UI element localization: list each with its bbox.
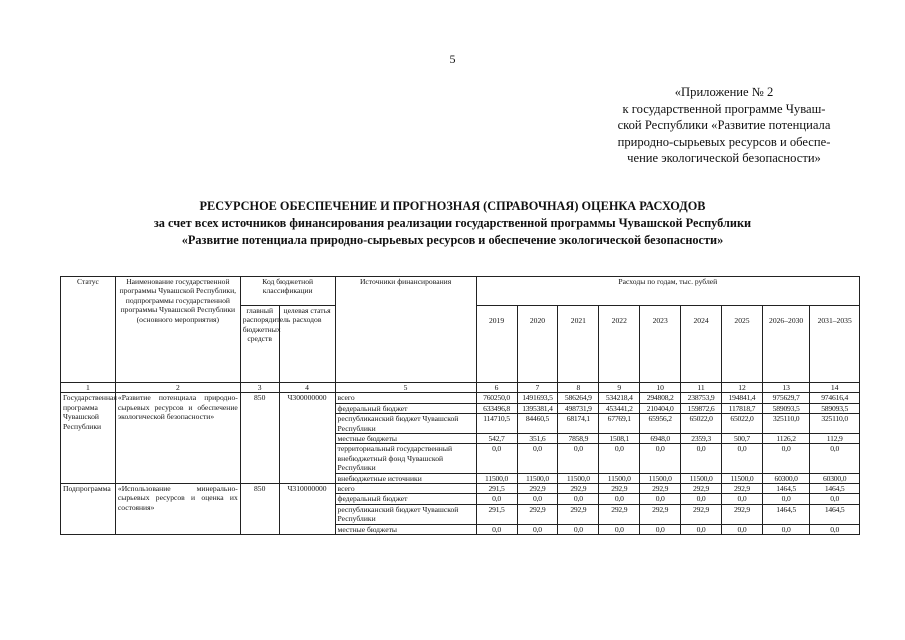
value-cell: 0,0: [517, 444, 558, 473]
header-year: 2024: [681, 306, 722, 383]
title-line-2: за счет всех источников финансирования реализации государственной программы Чувашской Республики: [153, 216, 752, 230]
header-year: 2020: [517, 306, 558, 383]
column-number: 1: [61, 383, 116, 393]
value-cell: 0,0: [517, 524, 558, 534]
value-cell: 0,0: [558, 444, 599, 473]
column-number: 8: [558, 383, 599, 393]
appendix-line: ской Республики «Развитие потенциала: [617, 118, 831, 133]
value-cell: 975629,7: [762, 393, 809, 403]
value-cell: 11500,0: [517, 473, 558, 483]
value-cell: 294808,2: [640, 393, 681, 403]
value-cell: 325110,0: [762, 414, 809, 434]
value-cell: 112,9: [810, 434, 860, 444]
column-number: 4: [279, 383, 335, 393]
value-cell: 292,9: [558, 484, 599, 494]
value-cell: 60300,0: [810, 473, 860, 483]
value-cell: 292,9: [722, 504, 763, 524]
column-number: 9: [599, 383, 640, 393]
value-cell: 0,0: [681, 494, 722, 504]
value-cell: 1464,5: [810, 504, 860, 524]
column-number-row: [61, 383, 860, 393]
appendix-line: чение экологической безопасности»: [627, 151, 821, 166]
value-cell: 0,0: [476, 444, 517, 473]
value-cell: 0,0: [762, 494, 809, 504]
value-cell: 0,0: [722, 524, 763, 534]
value-cell: 351,6: [517, 434, 558, 444]
value-cell: 760250,0: [476, 393, 517, 403]
value-cell: 0,0: [476, 494, 517, 504]
value-cell: 1126,2: [762, 434, 809, 444]
value-cell: 1464,5: [810, 484, 860, 494]
value-cell: 117818,7: [722, 403, 763, 413]
value-cell: 11500,0: [476, 473, 517, 483]
value-cell: 0,0: [640, 444, 681, 473]
value-cell: 1464,5: [762, 504, 809, 524]
value-cell: 0,0: [722, 444, 763, 473]
value-cell: 542,7: [476, 434, 517, 444]
column-number: 10: [640, 383, 681, 393]
table-row: [61, 393, 860, 403]
value-cell: 500,7: [722, 434, 763, 444]
value-cell: 291,5: [476, 484, 517, 494]
header-year: 2023: [640, 306, 681, 383]
value-cell: 292,9: [681, 484, 722, 494]
column-number: 2: [115, 383, 240, 393]
value-cell: 0,0: [599, 524, 640, 534]
header-year: 2019: [476, 306, 517, 383]
header-target-article: целевая статья расходов: [279, 306, 335, 383]
value-cell: 0,0: [762, 444, 809, 473]
document-title: [40, 198, 865, 249]
source-cell: территориальный государственный внебюджетный фонд Чувашской Республики: [335, 444, 476, 473]
value-cell: 974616,4: [810, 393, 860, 403]
source-cell: местные бюджеты: [335, 434, 476, 444]
source-cell: федеральный бюджет: [335, 403, 476, 413]
value-cell: 0,0: [640, 524, 681, 534]
table-row: [61, 484, 860, 494]
value-cell: 65022,0: [722, 414, 763, 434]
value-cell: 589093,5: [810, 403, 860, 413]
header-year: 2022: [599, 306, 640, 383]
appendix-line: природно-сырьевых ресурсов и обеспе-: [617, 134, 831, 149]
value-cell: 1491693,5: [517, 393, 558, 403]
value-cell: 1508,1: [599, 434, 640, 444]
column-number: 12: [722, 383, 763, 393]
value-cell: 1395381,4: [517, 403, 558, 413]
manager-cell: 850: [240, 393, 279, 484]
value-cell: 633496,8: [476, 403, 517, 413]
value-cell: 586264,9: [558, 393, 599, 403]
value-cell: 0,0: [810, 444, 860, 473]
value-cell: 0,0: [722, 494, 763, 504]
value-cell: 65022,0: [681, 414, 722, 434]
value-cell: 11500,0: [722, 473, 763, 483]
title-line-1: РЕСУРСНОЕ ОБЕСПЕЧЕНИЕ И ПРОГНОЗНАЯ (СПРАВОЧНАЯ) ОЦЕНКА РАСХОДОВ: [199, 199, 706, 213]
value-cell: 0,0: [810, 494, 860, 504]
source-cell: всего: [335, 393, 476, 403]
title-line-3: «Развитие потенциала природно-сырьевых ресурсов и обеспечение экологической безопасности»: [181, 233, 724, 247]
status-cell: Государственная программа Чувашской Республики: [61, 393, 116, 484]
source-cell: местные бюджеты: [335, 524, 476, 534]
value-cell: 292,9: [722, 484, 763, 494]
value-cell: 292,9: [599, 484, 640, 494]
value-cell: 0,0: [558, 494, 599, 504]
name-cell: «Развитие потенциала природно-сырьевых ресурсов и обеспечение экологической безопасности»: [115, 393, 240, 484]
value-cell: 0,0: [810, 524, 860, 534]
value-cell: 7858,9: [558, 434, 599, 444]
article-cell: Ч300000000: [279, 393, 335, 484]
article-cell: Ч310000000: [279, 484, 335, 535]
header-row: [61, 277, 860, 306]
header-main-manager: главный распорядитель бюджетных средств: [240, 306, 279, 383]
page-number: 5: [449, 52, 456, 66]
value-cell: 292,9: [640, 504, 681, 524]
value-cell: 84460,5: [517, 414, 558, 434]
value-cell: 0,0: [599, 444, 640, 473]
value-cell: 6948,0: [640, 434, 681, 444]
name-cell: «Использование минерально-сырьевых ресурсов и оценка их состояния»: [115, 484, 240, 535]
header-status: Статус: [61, 277, 116, 383]
source-cell: республиканский бюджет Чувашской Республики: [335, 414, 476, 434]
value-cell: 0,0: [517, 494, 558, 504]
appendix-line: к государственной программе Чуваш-: [622, 101, 826, 116]
value-cell: 292,9: [558, 504, 599, 524]
column-number: 11: [681, 383, 722, 393]
header-name: Наименование государственной программы Чувашской Республики, подпрограммы государственной программы Чувашской Республики (основного мероприятия): [115, 277, 240, 383]
value-cell: 114710,5: [476, 414, 517, 434]
column-number: 5: [335, 383, 476, 393]
value-cell: 1464,5: [762, 484, 809, 494]
value-cell: 67769,1: [599, 414, 640, 434]
column-number: 7: [517, 383, 558, 393]
value-cell: 11500,0: [640, 473, 681, 483]
value-cell: 238753,9: [681, 393, 722, 403]
source-cell: республиканский бюджет Чувашской Республики: [335, 504, 476, 524]
header-year: 2021: [558, 306, 599, 383]
value-cell: 292,9: [681, 504, 722, 524]
value-cell: 291,5: [476, 504, 517, 524]
value-cell: 292,9: [517, 484, 558, 494]
value-cell: 159872,6: [681, 403, 722, 413]
status-cell: Подпрограмма: [61, 484, 116, 535]
header-year: 2025: [722, 306, 763, 383]
header-sources: Источники финансирования: [335, 277, 476, 383]
column-number: 13: [762, 383, 809, 393]
header-budget-code: Код бюджетной классификации: [240, 277, 335, 306]
value-cell: 498731,9: [558, 403, 599, 413]
value-cell: 534218,4: [599, 393, 640, 403]
source-cell: всего: [335, 484, 476, 494]
value-cell: 11500,0: [681, 473, 722, 483]
header-year: 2026–2030: [762, 306, 809, 383]
appendix-note: [598, 84, 850, 167]
value-cell: 210404,0: [640, 403, 681, 413]
value-cell: 292,9: [599, 504, 640, 524]
value-cell: 2359,3: [681, 434, 722, 444]
column-number: 6: [476, 383, 517, 393]
value-cell: 68174,1: [558, 414, 599, 434]
value-cell: 60300,0: [762, 473, 809, 483]
header-year: 2031–2035: [810, 306, 860, 383]
header-expenses: Расходы по годам, тыс. рублей: [476, 277, 859, 306]
source-cell: федеральный бюджет: [335, 494, 476, 504]
column-number: 14: [810, 383, 860, 393]
value-cell: 0,0: [681, 444, 722, 473]
value-cell: 292,9: [517, 504, 558, 524]
column-number: 3: [240, 383, 279, 393]
manager-cell: 850: [240, 484, 279, 535]
value-cell: 292,9: [640, 484, 681, 494]
resource-table: [60, 276, 860, 535]
value-cell: 0,0: [599, 494, 640, 504]
value-cell: 453441,2: [599, 403, 640, 413]
value-cell: 0,0: [476, 524, 517, 534]
value-cell: 0,0: [762, 524, 809, 534]
value-cell: 11500,0: [599, 473, 640, 483]
value-cell: 65956,2: [640, 414, 681, 434]
source-cell: внебюджетные источники: [335, 473, 476, 483]
value-cell: 0,0: [558, 524, 599, 534]
value-cell: 589093,5: [762, 403, 809, 413]
value-cell: 0,0: [681, 524, 722, 534]
value-cell: 11500,0: [558, 473, 599, 483]
value-cell: 325110,0: [810, 414, 860, 434]
appendix-line: «Приложение № 2: [674, 85, 774, 99]
value-cell: 0,0: [640, 494, 681, 504]
value-cell: 194841,4: [722, 393, 763, 403]
